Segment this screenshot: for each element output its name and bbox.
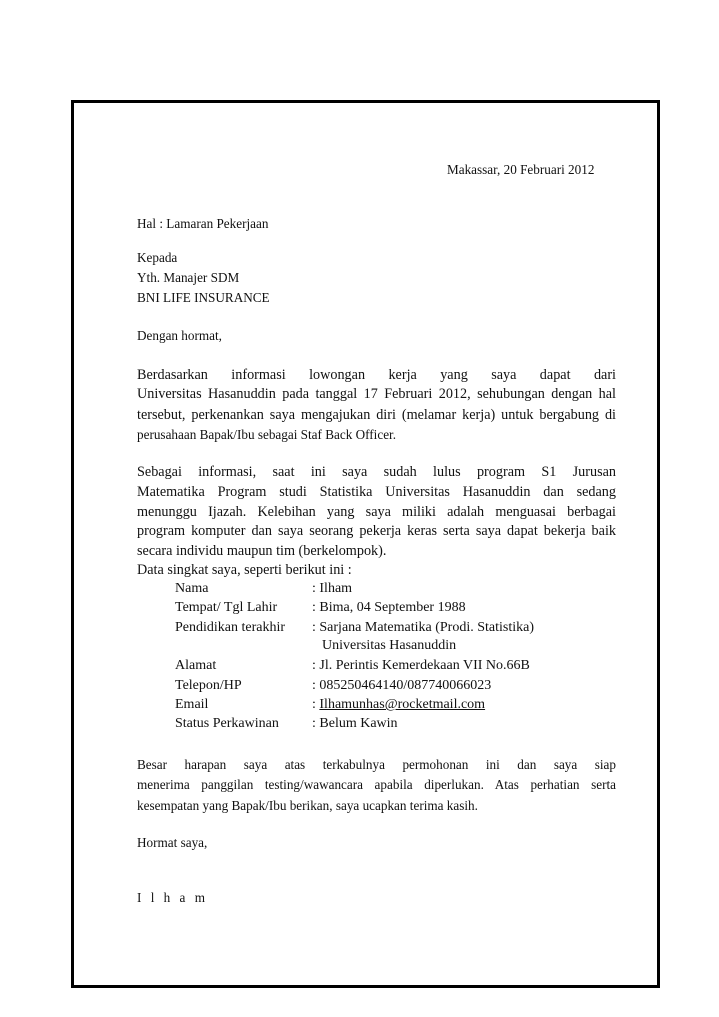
detail-label: Alamat bbox=[175, 658, 217, 673]
data-intro: Data singkat saya, seperti berikut ini : bbox=[137, 562, 352, 578]
letter-subject: Hal : Lamaran Pekerjaan bbox=[137, 216, 269, 231]
detail-value bbox=[312, 696, 485, 714]
letter-date: Makassar, 20 Februari 2012 bbox=[447, 162, 595, 177]
closing: Hormat saya, bbox=[137, 835, 208, 850]
email-link[interactable]: Ilhamunhas@rocketmail.com bbox=[319, 697, 486, 712]
email-prefix: : bbox=[312, 697, 320, 712]
detail-value: : Ilham bbox=[312, 581, 353, 596]
detail-label: Nama bbox=[175, 581, 209, 596]
recipient-line: Yth. Manajer SDM bbox=[137, 270, 240, 285]
signature-name: I l h a m bbox=[137, 890, 208, 905]
paragraph-line: Universitas Hasanuddin pada tanggal 17 Februari 2012, sehubungan dengan hal bbox=[137, 386, 616, 402]
detail-value: : Sarjana Matematika (Prodi. Statistika) bbox=[312, 620, 535, 635]
paragraph-line: secara individu maupun tim (berkelompok). bbox=[137, 543, 387, 559]
paragraph-line: Berdasarkan informasi lowongan kerja yang saya dapat dari bbox=[137, 367, 616, 383]
paragraph-line: Sebagai informasi, saat ini saya sudah lulus program S1 Jurusan bbox=[137, 464, 616, 480]
recipient-line: Kepada bbox=[137, 250, 178, 265]
recipient-line: BNI LIFE INSURANCE bbox=[137, 290, 270, 305]
detail-value: : Bima, 04 September 1988 bbox=[312, 600, 466, 615]
paragraph-line: tersebut, perkenankan saya mengajukan diri (melamar kerja) untuk bergabung di bbox=[137, 407, 616, 423]
detail-label: Email bbox=[175, 697, 209, 712]
paragraph-line: kesempatan yang Bapak/Ibu berikan, saya ucapkan terima kasih. bbox=[137, 798, 478, 813]
paragraph-line: perusahaan Bapak/Ibu sebagai Staf Back Officer. bbox=[137, 427, 397, 442]
paragraph-line: program komputer dan saya seorang pekerja keras serta saya dapat bekerja baik bbox=[137, 523, 616, 539]
paragraph-line: Besar harapan saya atas terkabulnya permohonan ini dan saya siap bbox=[137, 757, 616, 772]
detail-label: Tempat/ Tgl Lahir bbox=[175, 600, 278, 615]
detail-label: Status Perkawinan bbox=[175, 716, 279, 731]
detail-value: : Belum Kawin bbox=[312, 716, 398, 731]
greeting: Dengan hormat, bbox=[137, 328, 222, 343]
paragraph-line: menunggu Ijazah. Kelebihan yang saya miliki adalah menguasai berbagai bbox=[137, 504, 616, 520]
paragraph-line: menerima panggilan testing/wawancara apabila diperlukan. Atas perhatian serta bbox=[137, 777, 616, 792]
detail-value: : Jl. Perintis Kemerdekaan VII No.66B bbox=[312, 658, 530, 673]
education-continuation: Universitas Hasanuddin bbox=[322, 638, 457, 653]
detail-value: : 085250464140/087740066023 bbox=[312, 678, 492, 693]
paragraph-line: Matematika Program studi Statistika Universitas Hasanuddin dan sedang bbox=[137, 484, 616, 500]
detail-label: Telepon/HP bbox=[175, 678, 242, 693]
detail-label: Pendidikan terakhir bbox=[175, 620, 286, 635]
